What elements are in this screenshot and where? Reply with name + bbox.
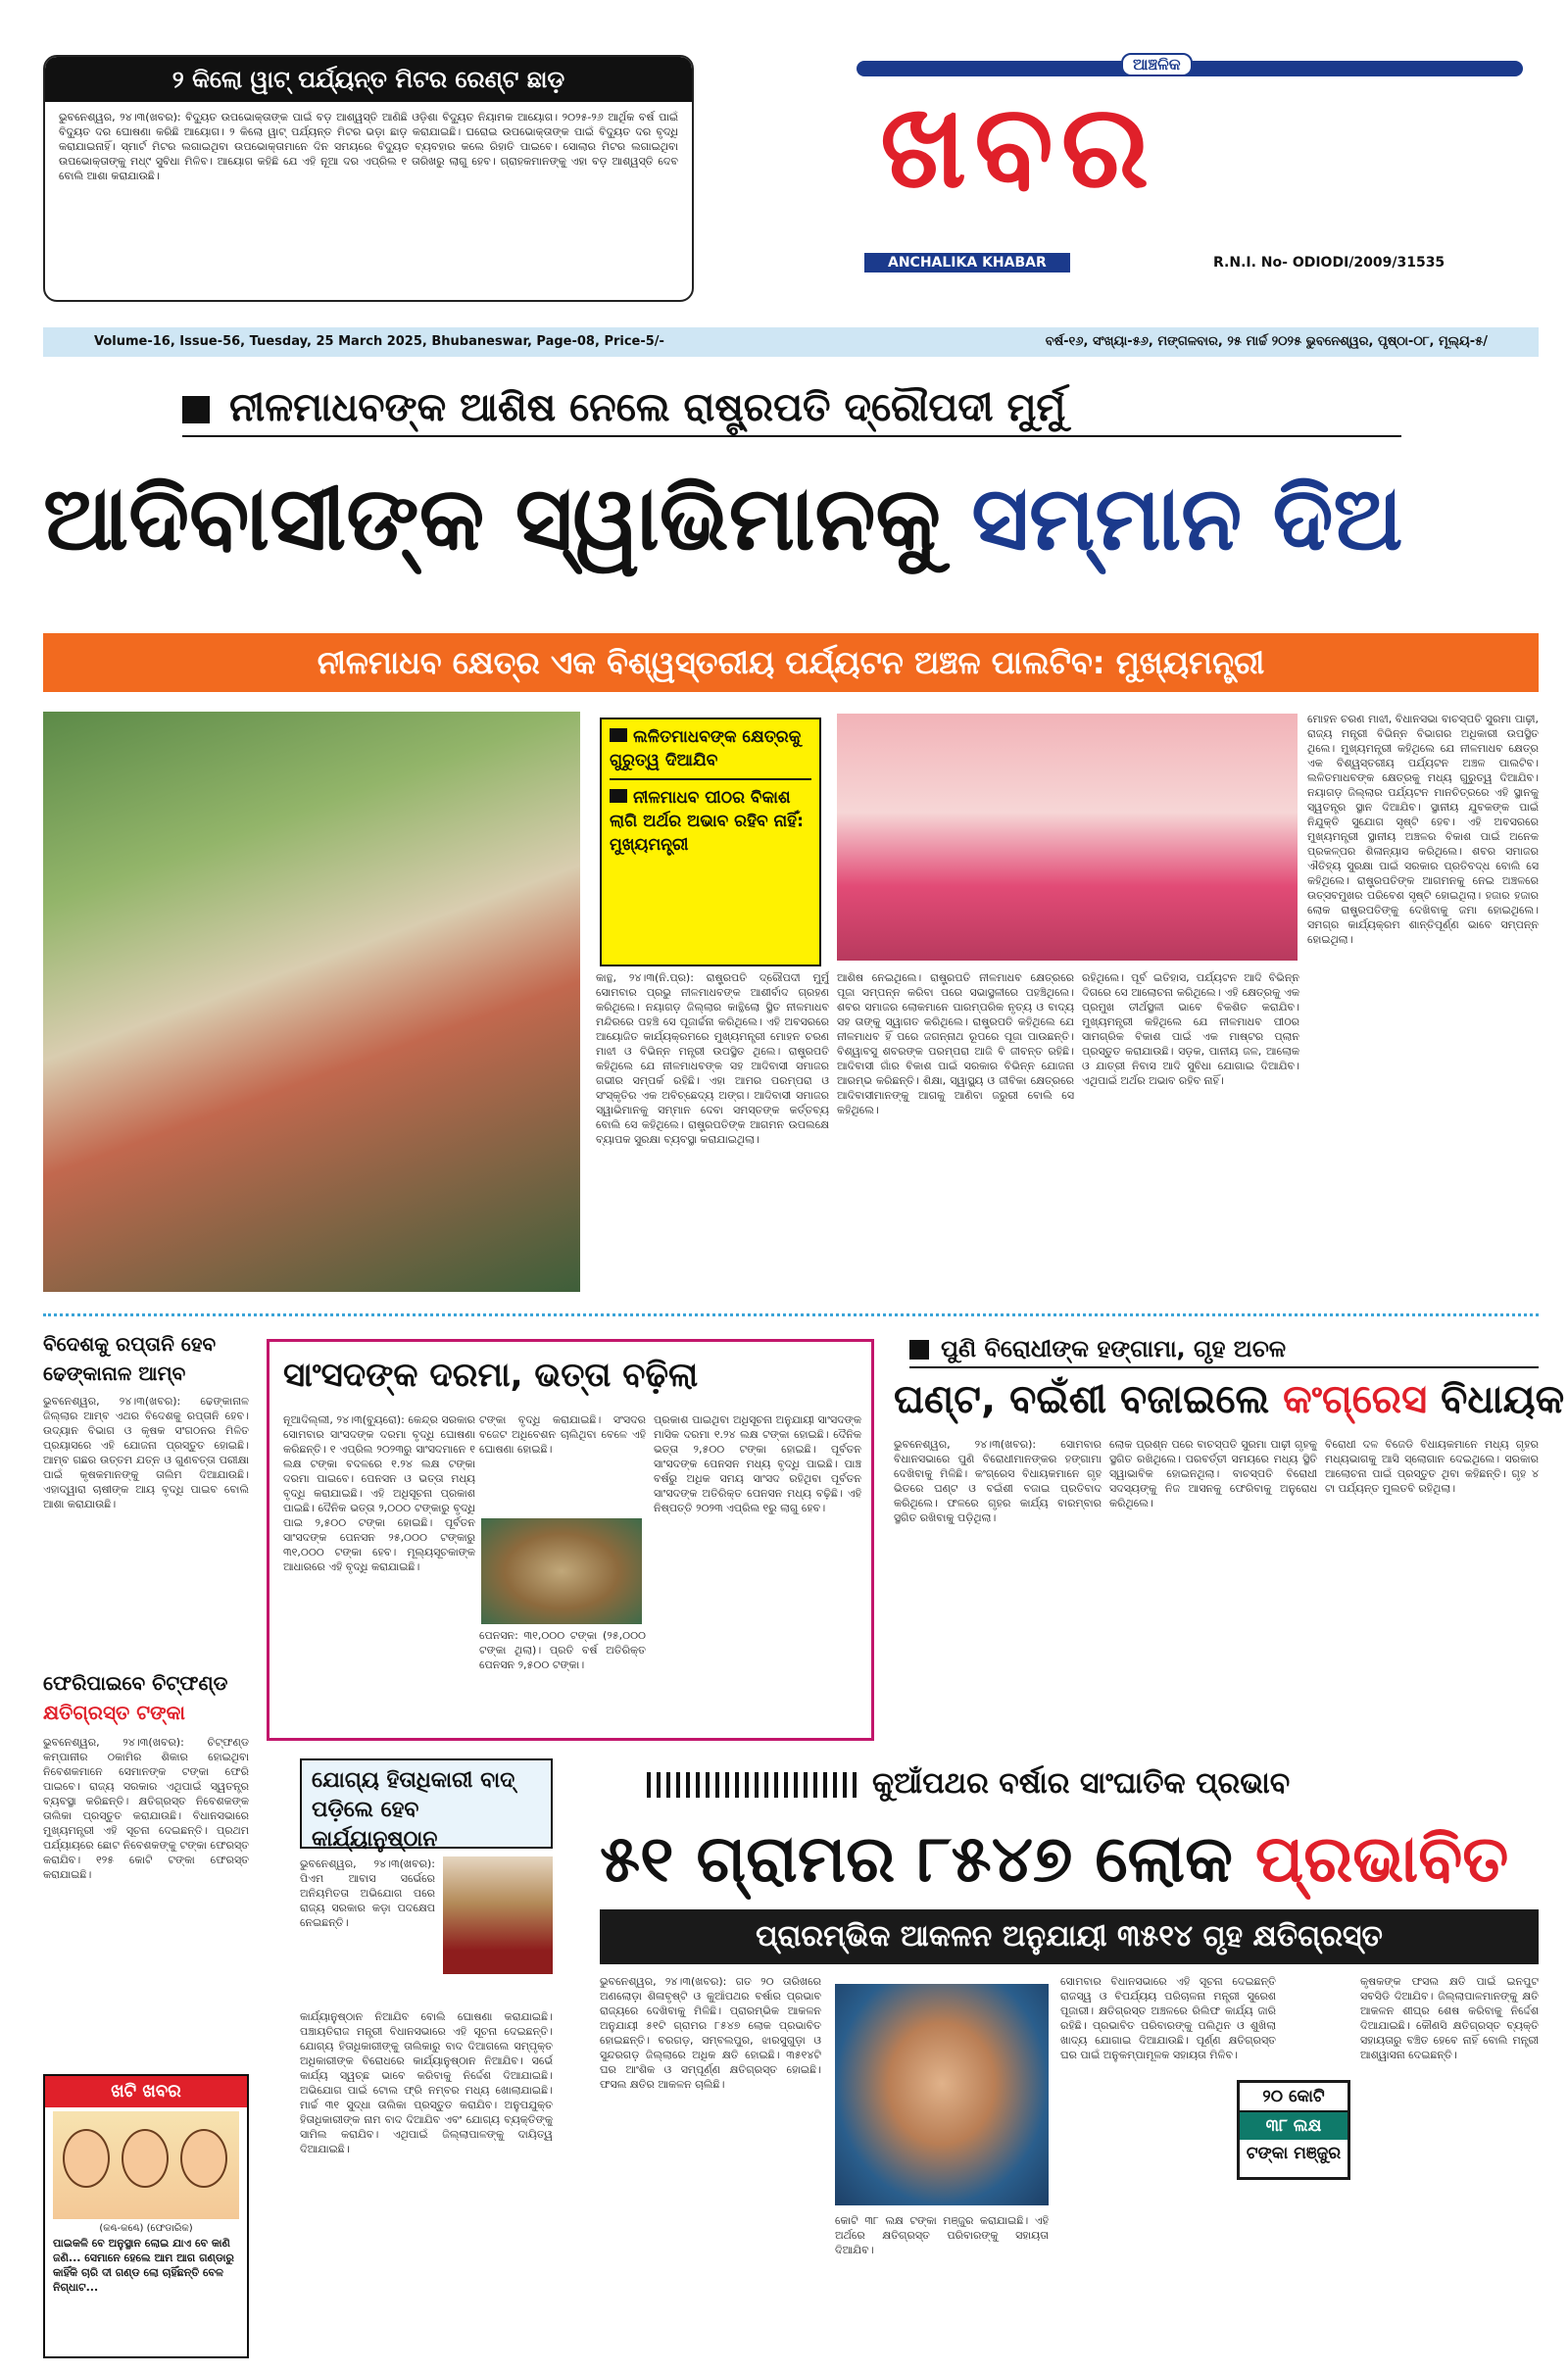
assembly-headline — [894, 1372, 1565, 1427]
cartoon-illustration — [53, 2111, 239, 2219]
assembly-kicker — [909, 1331, 1539, 1368]
bullet-square-icon — [610, 789, 627, 803]
relief-amount-line-1: ୨୦ କୋଟି — [1240, 2083, 1348, 2112]
cartoon-box — [43, 2074, 249, 2358]
hailstorm-headline-red: ପ୍ରଭାବିତ — [1254, 1821, 1509, 1897]
cartoon-face-icon — [180, 2129, 227, 2188]
lead-subheadline-bar: ନୀଳମାଧବ କ୍ଷେତ୍ର ଏକ ବିଶ୍ୱସ୍ତରୀୟ ପର୍ଯ୍ୟଟନ ଅଞ୍ଚଳ ପାଲଟିବ: ମୁଖ୍ୟମନ୍ତ୍ରୀ — [43, 633, 1539, 692]
lead-kicker-text: ନୀଳମାଧବଙ୍କ ଆଶିଷ ନେଲେ ରାଷ୍ଟ୍ରପତି ଦ୍ରୌପଦୀ ମୁର୍ମୁ — [229, 385, 1066, 430]
hailstorm-headline — [600, 1815, 1539, 1904]
lead-headline — [43, 461, 1539, 578]
teaser-title: ୨ କିଲୋ ୱାଟ୍ ପର୍ଯ୍ୟନ୍ତ ମିଟର ରେଣ୍ଟ ଛାଡ଼ — [45, 57, 692, 102]
assembly-column-3: ବିରୋଧୀ ଦଳ ବିଜେଡି ବିଧାୟକମାନେ ମଧ୍ୟ ଗୃହର ମଧ୍ୟଭାଗକୁ ଆସି ସ୍ଲୋଗାନ ଦେଇଥିଲେ। ସରକାର ଆଲୋଚନା ପାଇଁ ପ୍ରସ୍ତୁତ ଥିବା କହିଛନ୍ତି। ଗୃହ ୪ ଟା ପର୍ଯ୍ୟନ୍ତ ମୁଲତବି ରହିଥିଲା। — [1325, 1438, 1539, 1495]
hailstorm-subheadline-bar: ପ୍ରାରମ୍ଭିକ ଆକଳନ ଅନୁଯାୟୀ ୩୫୧୪ ଗୃହ କ୍ଷତିଗ୍ରସ୍ତ — [600, 1909, 1539, 1964]
relief-amount-line-2: ୩୮ ଲକ୍ଷ — [1240, 2112, 1348, 2140]
chitfund-headline-black: ଫେରିପାଇବେ ଚିଟ୍‌ଫଣ୍ଡ — [43, 1671, 228, 1695]
relief-amount-box — [1237, 2080, 1350, 2180]
minister-photo — [443, 1856, 553, 1974]
lead-highlight-box — [600, 717, 821, 966]
divider — [610, 778, 811, 780]
assembly-headline-red: କଂଗ୍ରେସ — [1283, 1377, 1428, 1422]
mp-column-2: ଟଙ୍କା ବୃଦ୍ଧି କରାଯାଇଛି। ସଂସଦର ବଜେଟ ଅଧିବେଶନ ଚାଲିଥିବା ବେଳେ ଏହି ଘୋଷଣା ହୋଇଛି। — [479, 1413, 646, 1456]
mp-column-1: ନୂଆଦିଲ୍ଲୀ, ୨୪।୩(ବ୍ୟୁରୋ): କେନ୍ଦ୍ର ସରକାର ସୋମବାର ସାଂସଦଙ୍କ ଦରମା ବୃଦ୍ଧି ଘୋଷଣା କରିଛନ୍ତି। ୧ ଏପ୍ରିଲ ୨୦୨୩ରୁ ସାଂସଦମାନେ ୧ ଲକ୍ଷ ଟଙ୍କା ବଦଳରେ ୧.୨୪ ଲକ୍ଷ ଟଙ୍କା ଦରମା ପାଇବେ। ପେନସନ ଓ ଭତ୍ତା ମଧ୍ୟ ବୃଦ୍ଧି କରାଯାଇଛି। ଏହି ଅଧିସୂଚନା ପ୍ରକାଶ ପାଇଛି। ଦୈନିକ ଭତ୍ତା ୨,୦୦୦ ଟଙ୍କାରୁ ବୃଦ୍ଧି ପାଇ ୨,୫୦୦ ଟଙ୍କା ହୋଇଛି। ପୂର୍ବତନ ସାଂସଦଙ୍କ ପେନସନ ୨୫,୦୦୦ ଟଙ୍କାରୁ ୩୧,୦୦୦ ଟଙ୍କା ହେବ। ମୂଲ୍ୟସୂଚକାଙ୍କ ଆଧାରରେ ଏହି ବୃଦ୍ଧି କରାଯାଇଛି। — [283, 1413, 475, 1573]
relief-amount-line-3: ଟଙ୍କା ମଞ୍ଜୁର — [1246, 2144, 1342, 2163]
lead-column-4: ମୋହନ ଚରଣ ମାଝୀ, ବିଧାନସଭା ବାଚସ୍ପତି ସୁରମା ପାଢ଼ୀ, ରାଜ୍ୟ ମନ୍ତ୍ରୀ ବିଭିନ୍ନ ବିଭାଗର ଅଧିକାରୀ ଉପସ୍ଥିତ ଥିଲେ। ମୁଖ୍ୟମନ୍ତ୍ରୀ କହିଥିଲେ ଯେ ନୀଳମାଧବ କ୍ଷେତ୍ର ଏକ ବିଶ୍ୱସ୍ତରୀୟ ପର୍ଯ୍ୟଟନ ଅଞ୍ଚଳ ପାଲଟିବ। ଲଳିତମାଧବଙ୍କ କ୍ଷେତ୍ରକୁ ମଧ୍ୟ ଗୁରୁତ୍ୱ ଦିଆଯିବ। ନୟାଗଡ଼ ଜିଲ୍ଲାର ପର୍ଯ୍ୟଟନ ମାନଚିତ୍ରରେ ଏହି ସ୍ଥାନକୁ ସ୍ୱତନ୍ତ୍ର ସ୍ଥାନ ଦିଆଯିବ। ସ୍ଥାନୀୟ ଯୁବକଙ୍କ ପାଇଁ ନିଯୁକ୍ତି ସୁଯୋଗ ସୃଷ୍ଟି ହେବ। ଏହି ଅବସରରେ ମୁଖ୍ୟମନ୍ତ୍ରୀ ସ୍ଥାନୀୟ ଅଞ୍ଚଳର ବିକାଶ ପାଇଁ ଅନେକ ପ୍ରକଳ୍ପର ଶିଳାନ୍ୟାସ କରିଥିଲେ। ଶବର ସମାଜର ଐତିହ୍ୟ ସୁରକ୍ଷା ପାଇଁ ସରକାର ପ୍ରତିବଦ୍ଧ ବୋଲି ସେ କହିଥିଲେ। ରାଷ୍ଟ୍ରପତିଙ୍କ ଆଗମନକୁ ନେଇ ଅଞ୍ଚଳରେ ଉତ୍ସବମୁଖର ପରିବେଶ ସୃଷ୍ଟି ହୋଇଥିଲା। ହଜାର ହଜାର ଲୋକ ରାଷ୍ଟ୍ରପତିଙ୍କୁ ଦେଖିବାକୁ ଜମା ହୋଇଥିଲେ। ସମଗ୍ର କାର୍ଯ୍ୟକ୍ରମ ଶାନ୍ତିପୂର୍ଣ୍ଣ ଭାବେ ସମ୍ପନ୍ନ ହୋଇଥିଲା। — [1307, 713, 1539, 946]
highlight-item — [610, 786, 811, 857]
stage-event-photo — [837, 714, 1298, 961]
dateline-odia: ବର୍ଷ-୧୬, ସଂଖ୍ୟା-୫୬, ମଙ୍ଗଳବାର, ୨୫ ମାର୍ଚ୍ଚ ୨୦୨୫ ଭୁବନେଶ୍ୱର, ପୃଷ୍ଠା-୦୮, ମୂଲ୍ୟ-୫/ — [1045, 334, 1488, 349]
highlight-item-text: ନୀଳମାଧବ ପୀଠର ବିକାଶ ଲାଗି ଅର୍ଥର ଅଭାବ ରହିବ ନାହିଁ: ମୁଖ୍ୟମନ୍ତ୍ରୀ — [610, 788, 804, 855]
cartoon-title: ଖଟି ଖବର — [45, 2076, 247, 2107]
welfare-headline: ଯୋଗ୍ୟ ହିତାଧିକାରୀ ବାଦ୍ ପଡ଼ିଲେ ହେବ କାର୍ଯ୍ୟାନୁଷ୍ଠାନ — [300, 1758, 553, 1849]
cartoon-face-icon — [63, 2129, 110, 2188]
decorative-bars-icon — [647, 1772, 862, 1798]
bullet-square-icon — [909, 1340, 929, 1360]
lead-column-2: ଆଶିଷ ନେଇଥିଲେ। ରାଷ୍ଟ୍ରପତି ନୀଳମାଧବ କ୍ଷେତ୍ରରେ ପୂଜା ସମ୍ପନ୍ନ କରିବା ପରେ ସଭାସ୍ଥଳୀରେ ପହଞ୍ଚିଥିଲେ। ଶବର ସମାଜର ଲୋକମାନେ ପାରମ୍ପରିକ ନୃତ୍ୟ ଓ ବାଦ୍ୟ ସହ ତାଙ୍କୁ ସ୍ୱାଗତ କରିଥିଲେ। ରାଷ୍ଟ୍ରପତି କହିଥିଲେ ଯେ ନୀଳମାଧବ ହିଁ ପରେ ଜଗନ୍ନାଥ ରୂପରେ ପୂଜା ପାଉଛନ୍ତି। ବିଶ୍ୱାବସୁ ଶବରଙ୍କ ପରମ୍ପରା ଆଜି ବି ଜୀବନ୍ତ ରହିଛି। ଆଦିବାସୀ ଗାଁର ବିକାଶ ପାଇଁ ସରକାର ବିଭିନ୍ନ ଯୋଜନା ଆରମ୍ଭ କରିଛନ୍ତି। ଶିକ୍ଷା, ସ୍ୱାସ୍ଥ୍ୟ ଓ ଜୀବିକା କ୍ଷେତ୍ରରେ ଆଦିବାସୀମାନଙ୍କୁ ଆଗକୁ ଆଣିବା ଜରୁରୀ ବୋଲି ସେ କହିଥିଲେ। — [837, 971, 1074, 1116]
chitfund-body: ଭୁବନେଶ୍ୱର, ୨୪।୩(ଖବର): ଚିଟ୍‌ଫଣ୍ଡ କମ୍ପାନୀର ଠକାମିର ଶିକାର ହୋଇଥିବା ନିବେଶକମାନେ ସେମାନଙ୍କ ଟଙ୍କା ଫେରି ପାଇବେ। ରାଜ୍ୟ ସରକାର ଏଥିପାଇଁ ସ୍ୱତନ୍ତ୍ର ବ୍ୟବସ୍ଥା କରିଛନ୍ତି। କ୍ଷତିଗ୍ରସ୍ତ ନିବେଶକଙ୍କ ତାଲିକା ପ୍ରସ୍ତୁତ କରାଯାଉଛି। ବିଧାନସଭାରେ ମୁଖ୍ୟମନ୍ତ୍ରୀ ଏହି ସୂଚନା ଦେଇଛନ୍ତି। ପ୍ରଥମ ପର୍ଯ୍ୟାୟରେ ଛୋଟ ନିବେଶକଙ୍କୁ ଟଙ୍କା ଫେରସ୍ତ କରାଯିବ। ୧୨୫ କୋଟି ଟଙ୍କା ଫେରସ୍ତ କରାଯାଇଛି। — [43, 1736, 249, 1881]
dateline — [43, 327, 1539, 357]
assembly-column-1: ଭୁବନେଶ୍ୱର, ୨୪।୩(ଖବର): ସୋମବାର ବିଧାନସଭାରେ ପୁଣି ବିରୋଧୀମାନଙ୍କର ହଙ୍ଗାମା ଦେଖିବାକୁ ମିଳିଛି। କଂଗ୍ରେସ ବିଧାୟକମାନେ ଗୃହ ଭିତରେ ଘଣ୍ଟ ଓ ବଇଁଶୀ ବଜାଇ ପ୍ରତିବାଦ କରିଥିଲେ। ଫଳରେ ଗୃହର କାର୍ଯ୍ୟ ବାରମ୍ବାର ସ୍ଥଗିତ ରଖିବାକୁ ପଡ଼ିଥିଲା। — [894, 1438, 1102, 1524]
teaser-body: ଭୁବନେଶ୍ୱର, ୨୪।୩(ଖବର): ବିଦ୍ୟୁତ ଉପଭୋକ୍ତାଙ୍କ ପାଇଁ ବଡ଼ ଆଶ୍ୱସ୍ତି ଆଣିଛି ଓଡ଼ିଶା ବିଦ୍ୟୁତ ନିୟାମକ ଆୟୋଗ। ୨୦୨୫-୨୬ ଆର୍ଥିକ ବର୍ଷ ପାଇଁ ବିଦ୍ୟୁତ ଦର ଘୋଷଣା କରିଛି ଆୟୋଗ। ୨ କିଲୋ ୱାଟ୍ ପର୍ଯ୍ୟନ୍ତ ମିଟର ଭଡ଼ା ଛାଡ଼ କରାଯାଇଛି। ଘରୋଇ ଉପଭୋକ୍ତାଙ୍କ ପାଇଁ ବିଦ୍ୟୁତ ଦର ବୃଦ୍ଧି କରାଯାଇନାହିଁ। ସ୍ମାର୍ଟ ମିଟର ଲଗାଇଥିବା ଉପଭୋକ୍ତାମାନେ ଦିନ ସମୟରେ ବିଦ୍ୟୁତ ବ୍ୟବହାର କଲେ ରିହାତି ପାଇବେ। ସୋଲାର ମିଟର ଲଗାଇଥିବା ଉପଭୋକ୍ତାଙ୍କୁ ମଧ୍୯ ସୁବିଧା ମିଳିବ। ଆୟୋଗ କହିଛି ଯେ ଏହି ନୂଆ ଦର ଏପ୍ରିଲ ୧ ତାରିଖରୁ ଲାଗୁ ହେବ। ଗ୍ରାହକମାନଙ୍କୁ ଏହା ବଡ଼ ଆଶ୍ୱସ୍ତି ଦେବ ବୋଲି ଆଶା କରାଯାଉଛି। — [59, 111, 678, 182]
welfare-column-1: ଭୁବନେଶ୍ୱର, ୨୪।୩(ଖବର): ପିଏମ ଆବାସ ସର୍ଭେରେ ଅନିୟମିତତା ଅଭିଯୋଗ ପରେ ରାଜ୍ୟ ସରକାର କଡ଼ା ପଦକ୍ଷେପ ନେଇଛନ୍ତି। — [300, 1857, 435, 1929]
welfare-column-2: କାର୍ଯ୍ୟାନୁଷ୍ଠାନ ନିଆଯିବ ବୋଲି ଘୋଷଣା କରାଯାଇଛି। ପଞ୍ଚାୟତିରାଜ ମନ୍ତ୍ରୀ ବିଧାନସଭାରେ ଏହି ସୂଚନା ଦେଇଛନ୍ତି। ଯୋଗ୍ୟ ହିତାଧିକାରୀଙ୍କୁ ତାଲିକାରୁ ବାଦ ଦିଆଗଲେ ସମ୍ପୃକ୍ତ ଅଧିକାରୀଙ୍କ ବିରୋଧରେ କାର୍ଯ୍ୟାନୁଷ୍ଠାନ ନିଆଯିବ। ସର୍ଭେ କାର୍ଯ୍ୟ ସ୍ୱଚ୍ଛ ଭାବେ କରିବାକୁ ନିର୍ଦ୍ଦେଶ ଦିଆଯାଇଛି। ଅଭିଯୋଗ ପାଇଁ ଟୋଲ ଫ୍ରି ନମ୍ବର ମଧ୍ୟ ଖୋଲାଯାଇଛି। ମାର୍ଚ୍ଚ ୩୧ ସୁଦ୍ଧା ତାଲିକା ପ୍ରସ୍ତୁତ କରାଯିବ। ଅନୁପଯୁକ୍ତ ହିତାଧିକାରୀଙ୍କ ନାମ ବାଦ ଦିଆଯିବ ଏବଂ ଯୋଗ୍ୟ ବ୍ୟକ୍ତିଙ୍କୁ ସାମିଲ କରାଯିବ। ଏଥିପାଇଁ ଜିଲ୍ଲାପାଳଙ୍କୁ ଦାୟିତ୍ୱ ଦିଆଯାଇଛି। — [300, 2010, 553, 2155]
parliament-photo — [481, 1518, 642, 1624]
cartoon-caption: (କଣ୍ଢ-କଣ୍ଢେ) (ଫେଡାରିକ) — [99, 2223, 193, 2234]
bullet-square-icon — [610, 728, 627, 742]
highlight-item-text: ଲଳିତମାଧବଙ୍କ କ୍ଷେତ୍ରକୁ ଗୁରୁତ୍ୱ ଦିଆଯିବ — [610, 727, 802, 770]
hailstorm-kicker — [647, 1762, 1539, 1806]
hailstorm-column-2: କୋଟି ୩୮ ଲକ୍ଷ ଟଙ୍କା ମଞ୍ଜୁର କରାଯାଇଛି। ଏହି ଅର୍ଥରେ କ୍ଷତିଗ୍ରସ୍ତ ପରିବାରଙ୍କୁ ସହାୟତା ଦିଆଯିବ। — [835, 2214, 1049, 2256]
lead-column-3: ରହିଥିଲେ। ପୂର୍ବ ଇତିହାସ, ପର୍ଯ୍ୟଟନ ଆଦି ବିଭିନ୍ନ ଦିଗରେ ସେ ଆଲୋଚନା କରିଥିଲେ। ଏହି କ୍ଷେତ୍ରକୁ ଏକ ପ୍ରମୁଖ ତୀର୍ଥସ୍ଥଳୀ ଭାବେ ବିକଶିତ କରାଯିବ। ମୁଖ୍ୟମନ୍ତ୍ରୀ କହିଥିଲେ ଯେ ନୀଳମାଧବ ପୀଠର ସାମଗ୍ରିକ ବିକାଶ ପାଇଁ ଏକ ମାଷ୍ଟର ପ୍ଲାନ ପ୍ରସ୍ତୁତ କରାଯାଉଛି। ସଡ଼କ, ପାନୀୟ ଜଳ, ଆଲୋକ ଓ ଯାତ୍ରୀ ନିବାସ ଆଦି ସୁବିଧା ଯୋଗାଇ ଦିଆଯିବ। ଏଥିପାଇଁ ଅର୍ଥର ଅଭାବ ରହିବ ନାହିଁ। — [1082, 971, 1299, 1087]
hailstorm-column-1: ଭୁବନେଶ୍ୱର, ୨୪।୩(ଖବର): ଗତ ୨୦ ତାରିଖରେ ଅଣଲୋଡ଼ା ଶିଳାବୃଷ୍ଟି ଓ କୁଆଁପଥର ବର୍ଷାର ପ୍ରଭାବ ରାଜ୍ୟରେ ଦେଖିବାକୁ ମିଳିଛି। ପ୍ରାରମ୍ଭିକ ଆକଳନ ଅନୁଯାୟୀ ୫୧ଟି ଗ୍ରାମର ୮୫୪୭ ଲୋକ ପ୍ରଭାବିତ ହୋଇଛନ୍ତି। ବରଗଡ଼, ସମ୍ବଲପୁର, ଝାରସୁଗୁଡ଼ା ଓ ସୁନ୍ଦରଗଡ଼ ଜିଲ୍ଲାରେ ଅଧିକ କ୍ଷତି ହୋଇଛି। ୩୫୧୪ଟି ଘର ଆଂଶିକ ଓ ସମ୍ପୂର୍ଣ୍ଣ କ୍ଷତିଗ୍ରସ୍ତ ହୋଇଛି। ଫସଲ କ୍ଷତିର ଆକଳନ ଚାଲିଛି। — [600, 1975, 821, 2091]
lead-kicker — [182, 380, 1401, 437]
masthead — [857, 53, 1539, 274]
export-headline: ବିଦେଶକୁ ରପ୍ତାନି ହେବ ଢେଙ୍କାନାଳ ଆମ୍ବ — [43, 1332, 217, 1385]
lead-headline-black: ଆଦିବାସୀଙ୍କ ସ୍ୱାଭିମାନକୁ — [43, 468, 941, 570]
assembly-headline-end: ବିଧାୟକ — [1441, 1377, 1565, 1422]
section-divider — [43, 1313, 1539, 1316]
mp-salary-headline: ସାଂସଦଙ୍କ ଦରମା, ଭତ୍ତା ବଢ଼ିଲା — [283, 1356, 699, 1395]
dateline-english: Volume-16, Issue-56, Tuesday, 25 March 2025, Bhubaneswar, Page-08, Price-5/- — [94, 334, 664, 349]
assembly-headline-black: ଘଣ୍ଟ, ବଇଁଶୀ ବଜାଇଲେ — [894, 1377, 1270, 1422]
masthead-tag: ଆଞ୍ଚଳିକ — [1121, 53, 1193, 76]
hailstorm-kicker-text: କୁଆଁପଥର ବର୍ଷାର ସାଂଘାତିକ ପ୍ରଭାବ — [872, 1766, 1291, 1801]
hailstorm-column-4: କୃଷକଙ୍କ ଫସଲ କ୍ଷତି ପାଇଁ ଇନପୁଟ ସବସିଡି ଦିଆଯିବ। ଜିଲ୍ଲାପାଳମାନଙ୍କୁ କ୍ଷତି ଆକଳନ ଶୀଘ୍ର ଶେଷ କରିବାକୁ ନିର୍ଦ୍ଦେଶ ଦିଆଯାଇଛି। କୌଣସି କ୍ଷତିଗ୍ରସ୍ତ ବ୍ୟକ୍ତି ସହାୟତାରୁ ବଞ୍ଚିତ ହେବେ ନାହିଁ ବୋଲି ମନ୍ତ୍ରୀ ଆଶ୍ୱାସନା ଦେଇଛନ୍ତି। — [1360, 1975, 1539, 2061]
masthead-logo: ଖବର — [880, 77, 1157, 214]
lead-headline-blue: ସମ୍ମାନ ଦିଅ — [971, 468, 1403, 570]
masthead-english-name: ANCHALIKA KHABAR — [864, 253, 1070, 272]
mp-salary-box — [267, 1339, 874, 1741]
chitfund-headline — [43, 1668, 249, 1727]
president-photo — [43, 712, 580, 1292]
hailstorm-column-3: ସୋମବାର ବିଧାନସଭାରେ ଏହି ସୂଚନା ଦେଇଛନ୍ତି ରାଜସ୍ୱ ଓ ବିପର୍ଯ୍ୟୟ ପରିଚାଳନା ମନ୍ତ୍ରୀ ସୁରେଶ ପୂଜାରୀ। କ୍ଷତିଗ୍ରସ୍ତ ଅଞ୍ଚଳରେ ରିଲିଫ କାର୍ଯ୍ୟ ଜାରି ରହିଛି। ପ୍ରଭାବିତ ପରିବାରଙ୍କୁ ପଲିଥିନ ଓ ଶୁଖିଲା ଖାଦ୍ୟ ଯୋଗାଇ ଦିଆଯାଉଛି। ପୂର୍ଣ୍ଣ କ୍ଷତିଗ୍ରସ୍ତ ଘର ପାଇଁ ଅନୁକମ୍ପାମୂଳକ ସହାୟତା ମିଳିବ। — [1060, 1975, 1276, 2061]
mp-column-2b: ପେନସନ: ୩୧,୦୦୦ ଟଙ୍କା (୨୫,୦୦୦ ଟଙ୍କା ଥିଲା)। ପ୍ରତି ବର୍ଷ ଅତିରିକ୍ତ ପେନସନ ୨,୫୦୦ ଟଙ୍କା। — [479, 1629, 646, 1671]
masthead-rni: R.N.I. No- ODIODI/2009/31535 — [1213, 255, 1446, 271]
lead-column-1: କାନ୍ଥ, ୨୪।୩(ନି.ପ୍ର): ରାଷ୍ଟ୍ରପତି ଦ୍ରୌପଦୀ ମୁର୍ମୁ ସୋମବାର ପ୍ରଭୁ ନୀଳମାଧବଙ୍କ ଆଶୀର୍ବାଦ ଗ୍ରହଣ କରିଥିଲେ। ନୟାଗଡ଼ ଜିଲ୍ଲାର କାନ୍ଥିଲୋ ସ୍ଥିତ ନୀଳମାଧବ ମନ୍ଦିରରେ ପହଞ୍ଚି ସେ ପୂଜାର୍ଚ୍ଚନା କରିଥିଲେ। ଏହି ଅବସରରେ ଆୟୋଜିତ କାର୍ଯ୍ୟକ୍ରମରେ ମୁଖ୍ୟମନ୍ତ୍ରୀ ମୋହନ ଚରଣ ମାଝୀ ଓ ବିଭିନ୍ନ ମନ୍ତ୍ରୀ ଉପସ୍ଥିତ ଥିଲେ। ରାଷ୍ଟ୍ରପତି କହିଥିଲେ ଯେ ନୀଳମାଧବଙ୍କ ସହ ଆଦିବାସୀ ସମାଜର ଗଭୀର ସମ୍ପର୍କ ରହିଛି। ଏହା ଆମର ପରମ୍ପରା ଓ ସଂସ୍କୃତିର ଏକ ଅବିଚ୍ଛେଦ୍ୟ ଅଙ୍ଗ। ଆଦିବାସୀ ସମାଜର ସ୍ୱାଭିମାନକୁ ସମ୍ମାନ ଦେବା ସମସ୍ତଙ୍କ କର୍ତ୍ତବ୍ୟ ବୋଲି ସେ କହିଥିଲେ। ରାଷ୍ଟ୍ରପତିଙ୍କ ଆଗମନ ଉପଲକ୍ଷେ ବ୍ୟାପକ ସୁରକ୍ଷା ବ୍ୟବସ୍ଥା କରାଯାଇଥିଲା। — [596, 971, 829, 1146]
chitfund-headline-red: କ୍ଷତିଗ୍ରସ୍ତ ଟଙ୍କା — [43, 1701, 185, 1724]
bullet-square-icon — [182, 396, 210, 423]
cartoon-face-icon — [122, 2129, 169, 2188]
assembly-kicker-text: ପୁଣି ବିରୋଧୀଙ୍କ ହଙ୍ଗାମା, ଗୃହ ଅଚଳ — [941, 1335, 1287, 1362]
assembly-column-2: ଲୋକ ପ୍ରଶ୍ନ ପରେ ବାଚସ୍ପତି ସୁରମା ପାଢ଼ୀ ଗୃହକୁ ସ୍ଥଗିତ ରଖିଥିଲେ। ପରବର୍ତ୍ତୀ ସମୟରେ ମଧ୍ୟ ସ୍ଥିତି ସ୍ୱାଭାବିକ ହୋଇନଥିଲା। ବାଚସ୍ପତି ବିରୋଧୀ ସଦସ୍ୟଙ୍କୁ ନିଜ ଆସନକୁ ଫେରିବାକୁ ଅନୁରୋଧ କରିଥିଲେ। — [1109, 1438, 1317, 1509]
teaser-box — [43, 55, 694, 302]
hailstorm-headline-black: ୫୧ ଗ୍ରାମର ୮୫୪୭ ଲୋକ — [600, 1821, 1233, 1897]
export-body: ଭୁବନେଶ୍ୱର, ୨୪।୩(ଖବର): ଢେଙ୍କାନାଳ ଜିଲ୍ଲାର ଆମ୍ବ ଏଥର ବିଦେଶକୁ ରପ୍ତାନି ହେବ। ଉଦ୍ୟାନ ବିଭାଗ ଓ କୃଷକ ସଂଗଠନର ମିଳିତ ପ୍ରୟାସରେ ଏହି ଯୋଜନା ପ୍ରସ୍ତୁତ ହୋଇଛି। ଆମ୍ବ ଗଛର ଉତ୍ତମ ଯତ୍ନ ଓ ଗୁଣବତ୍ତା ପରୀକ୍ଷା ପାଇଁ କୃଷକମାନଙ୍କୁ ତାଲିମ ଦିଆଯାଉଛି। ଏହାଦ୍ୱାରା ଚାଷୀଙ୍କ ଆୟ ବୃଦ୍ଧି ପାଇବ ବୋଲି ଆଶା କରାଯାଉଛି। — [43, 1395, 249, 1510]
highlight-item — [610, 725, 811, 772]
revenue-minister-photo — [835, 1984, 1049, 2205]
mp-column-3: ପ୍ରକାଶ ପାଇଥିବା ଅଧିସୂଚନା ଅନୁଯାୟୀ ସାଂସଦଙ୍କ ମାସିକ ଦରମା ୧.୨୪ ଲକ୍ଷ ଟଙ୍କା ହୋଇଛି। ଦୈନିକ ଭତ୍ତା ୨,୫୦୦ ଟଙ୍କା ହୋଇଛି। ପୂର୍ବତନ ସାଂସଦଙ୍କ ପେନସନ ମଧ୍ୟ ବୃଦ୍ଧି ପାଇଛି। ପାଞ୍ଚ ବର୍ଷରୁ ଅଧିକ ସମୟ ସାଂସଦ ରହିଥିବା ପୂର୍ବତନ ସାଂସଦଙ୍କ ଅତିରିକ୍ତ ପେନସନ ମଧ୍ୟ ବଢ଼ିଛି। ଏହି ନିଷ୍ପତ୍ତି ୨୦୨୩ ଏପ୍ରିଲ ୧ରୁ ଲାଗୁ ହେବ। — [654, 1413, 861, 1514]
cartoon-text: ପାଇକଳି ବେ ଅନୁସ୍ଥାନ ଲୋଇ ଯାଏ ବେ କାଣି ଜଣି... ସେମାନେ ହେଲେ ଆମ ଆଗ ଗଣ୍ଡାରୁ କାହିଁକି ଚାରି ଦୀ ଗଣ୍ଡ ଲୋ ଚାହିଁଛନ୍ତି ବେଳ ନିଗ୍ଧାଟ... — [53, 2237, 234, 2294]
